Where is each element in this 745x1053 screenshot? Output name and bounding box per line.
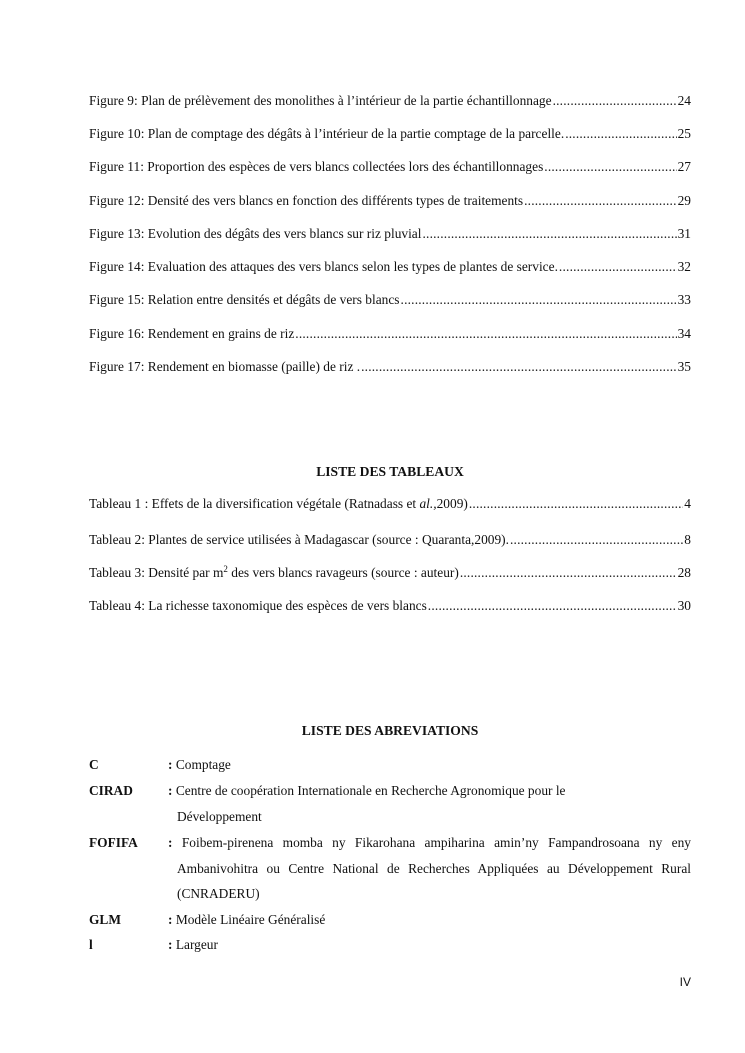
entry-title: Tableau 4: La richesse taxonomique des espèces de vers blancs (89, 598, 427, 613)
figure-entry-14[interactable] (89, 258, 691, 276)
colon: : (168, 937, 173, 952)
colon: : (168, 757, 173, 772)
entry-title: Figure 11: Proportion des espèces de vers blancs collectées lors des échantillonnages (89, 159, 544, 174)
dot-leader (422, 225, 676, 243)
abbreviation-text: Foibem-pirenena momba ny Fikarohana ampiharina amin’ny Fampandrosoana ny eny Ambanivohitra ou Centre National de Recherches Appliquées au Développement Rural (CNRADERU) (177, 835, 691, 901)
abbreviation-key: GLM (89, 912, 121, 927)
dot-leader (553, 92, 677, 110)
entry-title: Figure 13: Evolution des dégâts des vers blancs sur riz pluvial (89, 226, 422, 241)
table-entry-1[interactable] (89, 495, 691, 513)
figure-entry-16[interactable] (89, 325, 691, 343)
entry-page: 30 (677, 598, 691, 613)
abbreviation-key: FOFIFA (89, 835, 138, 850)
abbreviation-value (168, 778, 616, 829)
entry-title: Figure 10: Plan de comptage des dégâts à l’intérieur de la partie comptage de la parcelle. (89, 126, 565, 141)
dot-leader (559, 258, 677, 276)
abbreviation-text: Modèle Linéaire Généralisé (175, 912, 326, 927)
abbreviation-key: l (89, 937, 93, 952)
entry-page: 32 (677, 259, 691, 274)
figure-entry-11[interactable] (89, 158, 691, 176)
entry-title: Figure 16: Rendement en grains de riz (89, 326, 295, 341)
dot-leader (524, 192, 677, 210)
abbreviation-text: Centre de coopération Internationale en Recherche Agronomique pour le Développement (175, 783, 566, 824)
abbreviation-value (168, 752, 691, 778)
dot-leader (295, 325, 676, 343)
entry-page: 29 (677, 193, 691, 208)
entry-page: 4 (684, 496, 691, 511)
abbreviation-key: C (89, 757, 99, 772)
figure-entry-9[interactable] (89, 92, 691, 110)
page-number: IV (679, 975, 691, 989)
abbreviation-value (168, 830, 691, 907)
dot-leader (401, 291, 677, 309)
entry-title-part: Tableau 3: Densité par m (89, 565, 224, 580)
abbreviation-text: Comptage (175, 757, 231, 772)
entry-page: 33 (677, 292, 691, 307)
dot-leader (565, 125, 676, 143)
tables-heading: LISTE DES TABLEAUX (316, 464, 464, 479)
entry-title: Figure 15: Relation entre densités et dégâts de vers blancs (89, 292, 400, 307)
colon: : (168, 783, 173, 798)
superscript: 2 (223, 564, 228, 574)
table-entry-2[interactable] (89, 531, 691, 549)
entry-title-part: Tableau 1 : Effets de la diversification végétale (Ratnadass et (89, 496, 420, 511)
figure-entry-17[interactable] (89, 358, 691, 376)
colon: : (168, 912, 173, 927)
entry-title: Figure 12: Densité des vers blancs en fonction des différents types de traitements (89, 193, 524, 208)
entry-page: 8 (684, 532, 691, 547)
entry-title: Figure 14: Evaluation des attaques des vers blancs selon les types de plantes de service. (89, 259, 558, 274)
entry-title-part: 2009) (436, 496, 468, 511)
entry-page: 24 (677, 93, 691, 108)
entry-title (89, 564, 459, 582)
entry-title: Figure 9: Plan de prélèvement des monolithes à l’intérieur de la partie échantillonnage (89, 93, 552, 108)
entry-title-italic: al., (419, 496, 437, 511)
figure-entry-12[interactable] (89, 192, 691, 210)
dot-leader (469, 495, 683, 513)
abbreviations-heading: LISTE DES ABREVIATIONS (301, 723, 479, 738)
entry-page: 25 (677, 126, 691, 141)
table-entry-3[interactable] (89, 564, 691, 582)
figure-entry-15[interactable] (89, 291, 691, 309)
table-entry-4[interactable] (89, 597, 691, 615)
entry-page: 28 (677, 565, 691, 580)
figure-entry-13[interactable] (89, 225, 691, 243)
dot-leader (510, 531, 683, 549)
entry-title: Tableau 2: Plantes de service utilisées à Madagascar (source : Quaranta,2009). (89, 532, 509, 547)
entry-page: 31 (677, 226, 691, 241)
entry-title (89, 495, 468, 513)
entry-title-part: des vers blancs ravageurs (source : auteur) (227, 565, 459, 580)
abbreviation-value (168, 932, 691, 958)
abbreviation-value (168, 907, 691, 933)
figure-entry-10[interactable] (89, 125, 691, 143)
abbreviation-text: Largeur (175, 937, 218, 952)
dot-leader (361, 358, 677, 376)
entry-title: Figure 17: Rendement en biomasse (paille) de riz . (89, 359, 361, 374)
abbreviation-key: CIRAD (89, 783, 133, 798)
entry-page: 27 (677, 159, 691, 174)
colon: : (168, 835, 173, 850)
dot-leader (428, 597, 677, 615)
dot-leader (460, 564, 677, 582)
entry-page: 35 (677, 359, 691, 374)
dot-leader (544, 158, 676, 176)
entry-page: 34 (677, 326, 691, 341)
